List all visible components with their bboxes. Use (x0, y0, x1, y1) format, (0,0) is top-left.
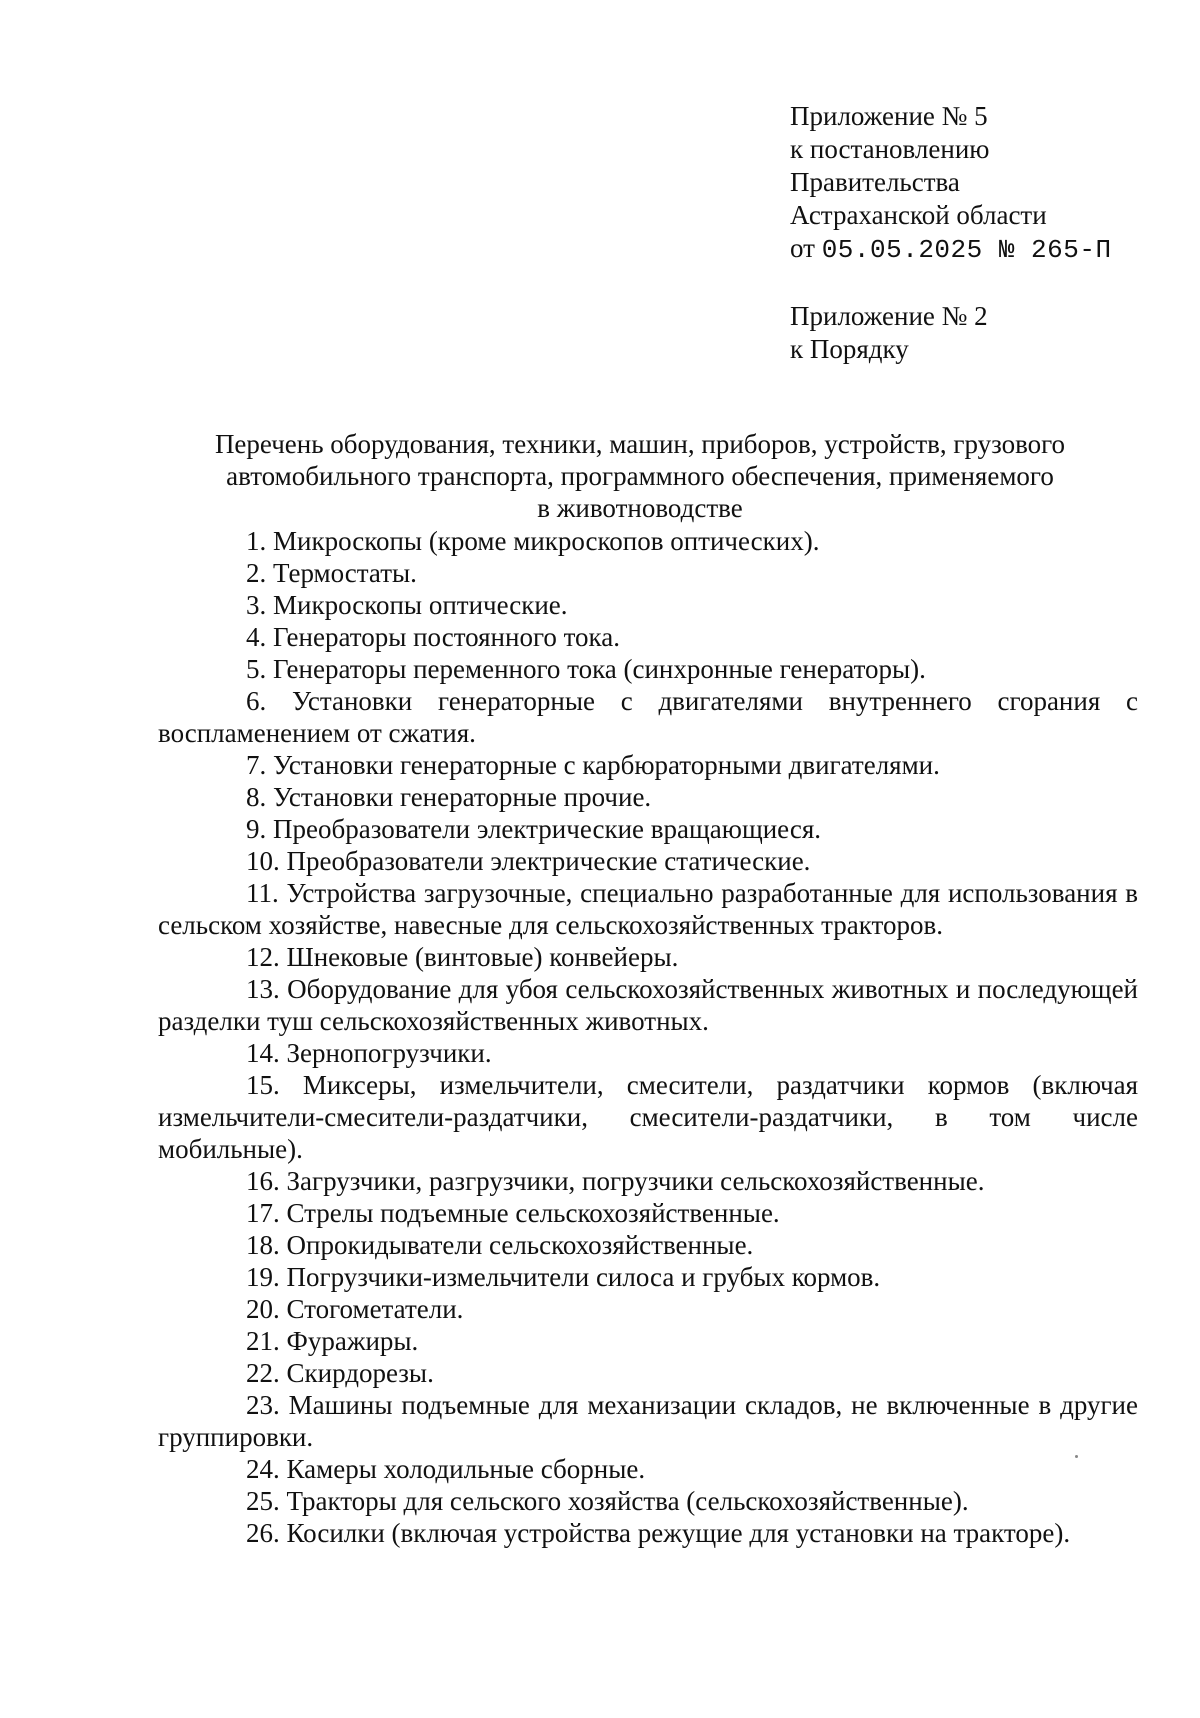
document-title (160, 428, 1120, 524)
list-item: 11. Устройства загрузочные, специально разработанные для использования в сельском хозяйстве, навесные для сельскохозяйственных тракторов. (158, 878, 1138, 940)
list-item: 6. Установки генераторные с двигателями внутреннего сгорания с воспламенением от сжатия. (158, 686, 1138, 748)
list-item: 14. Зернопогрузчики. (246, 1038, 492, 1068)
list-item: 1. Микроскопы (кроме микроскопов оптических). (246, 526, 820, 556)
appendix-5-header (790, 100, 1112, 267)
list-item: 3. Микроскопы оптические. (246, 590, 568, 620)
list-item: 7. Установки генераторные с карбюраторными двигателями. (246, 750, 940, 780)
list-item: 24. Камеры холодильные сборные. (246, 1454, 646, 1484)
list-item: 15. Миксеры, измельчители, смесители, раздатчики кормов (включая измельчители-смесители-раздатчики, смесители-раздатчики, в том числе мобильные). (158, 1070, 1138, 1164)
appendix-5-date-prefix: от (790, 233, 815, 263)
equipment-list (158, 525, 1138, 1549)
list-item: 21. Фуражиры. (246, 1326, 419, 1356)
list-item: 9. Преобразователи электрические вращающиеся. (246, 814, 821, 844)
list-item: 8. Установки генераторные прочие. (246, 782, 652, 812)
document-title-line-1: Перечень оборудования, техники, машин, приборов, устройств, грузового (214, 429, 1066, 459)
document-title-line-3: в животноводстве (537, 493, 743, 523)
appendix-2-title: Приложение № 2 (790, 301, 988, 331)
list-item: 17. Стрелы подъемные сельскохозяйственные. (246, 1198, 780, 1228)
list-item: 4. Генераторы постоянного тока. (246, 622, 620, 652)
appendix-5-government: Правительства (790, 167, 960, 197)
appendix-5-to-resolution: к постановлению (790, 134, 990, 164)
document-title-line-2: автомобильного транспорта, программного обеспечения, применяемого (226, 461, 1054, 491)
list-item: 23. Машины подъемные для механизации складов, не включенные в другие группировки. (158, 1390, 1138, 1452)
list-item: 20. Стогометатели. (246, 1294, 464, 1324)
scan-speck (1075, 1455, 1078, 1458)
list-item: 22. Скирдорезы. (246, 1358, 434, 1388)
list-item: 2. Термостаты. (246, 558, 417, 588)
list-item: 26. Косилки (включая устройства режущие для установки на тракторе). (246, 1518, 1071, 1548)
appendix-5-date-line (790, 232, 1112, 267)
list-item: 25. Тракторы для сельского хозяйства (сельскохозяйственные). (246, 1486, 969, 1516)
appendix-5-title: Приложение № 5 (790, 101, 988, 131)
list-item: 13. Оборудование для убоя сельскохозяйственных животных и последующей разделки туш сельскохозяйственных животных. (158, 974, 1138, 1036)
list-item: 5. Генераторы переменного тока (синхронные генераторы). (246, 654, 926, 684)
list-item: 16. Загрузчики, разгрузчики, погрузчики сельскохозяйственные. (246, 1166, 985, 1196)
list-item: 12. Шнековые (винтовые) конвейеры. (246, 942, 679, 972)
list-item: 18. Опрокидыватели сельскохозяйственные. (246, 1230, 754, 1260)
appendix-5-region: Астраханской области (790, 200, 1047, 230)
appendix-2-header (790, 300, 988, 366)
appendix-5-date-number: 05.05.2025 № 265-П (821, 235, 1112, 265)
list-item: 19. Погрузчики-измельчители силоса и грубых кормов. (246, 1262, 881, 1292)
appendix-2-to-order: к Порядку (790, 334, 909, 364)
list-item: 10. Преобразователи электрические статические. (246, 846, 811, 876)
